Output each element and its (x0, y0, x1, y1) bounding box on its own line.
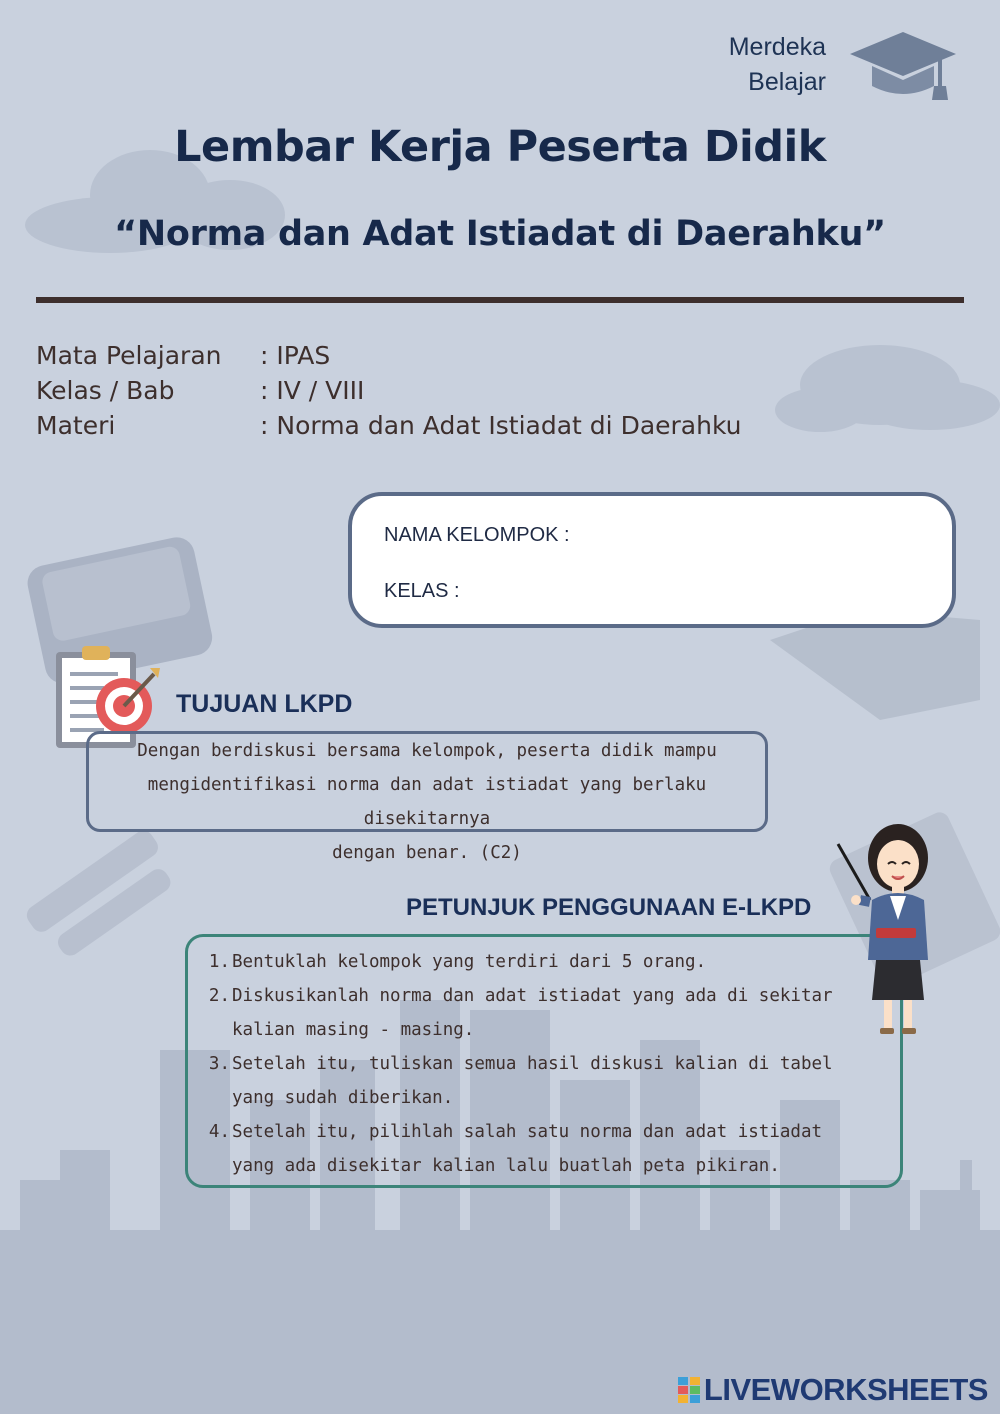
list-item (202, 1047, 872, 1115)
liveworksheets-footer[interactable] (678, 1372, 988, 1408)
step-number: 3. (208, 1054, 230, 1074)
brand-line-2: Belajar (748, 68, 826, 96)
step-number: 2. (208, 986, 230, 1006)
meta-row-kelas-bab (36, 373, 742, 408)
step-number: 4. (208, 1122, 230, 1142)
step-text: Diskusikanlah norma dan adat istiadat yang ada di sekitar kalian masing - masing. (232, 986, 833, 1040)
tujuan-line-2: mengidentifikasi norma dan adat istiadat yang berlaku disekitarnya (147, 775, 707, 829)
list-item (202, 945, 872, 979)
divider (36, 297, 964, 303)
page-title: Lembar Kerja Peserta Didik (174, 122, 826, 172)
kelas-label: KELAS : (384, 580, 460, 602)
tujuan-heading: TUJUAN LKPD (176, 690, 353, 718)
nama-kelompok-label: NAMA KELOMPOK : (384, 524, 570, 546)
tujuan-line-1: Dengan berdiskusi bersama kelompok, peserta didik mampu (137, 741, 717, 761)
step-text: Setelah itu, tuliskan semua hasil diskusi kalian di tabel yang sudah diberikan. (232, 1054, 833, 1108)
footer-brand: LIVEWORKSHEETS (703, 1372, 988, 1407)
teacher-illustration (830, 820, 960, 1040)
group-info-box (348, 492, 956, 628)
page-subtitle: “Norma dan Adat Istiadat di Daerahku” (114, 214, 886, 254)
tujuan-box (86, 731, 768, 863)
meta-label: Mata Pelajaran (36, 341, 222, 370)
meta-label: Materi (36, 411, 116, 440)
meta-value: : IPAS (260, 341, 331, 370)
graduation-cap-icon (848, 28, 958, 104)
meta-info (36, 338, 742, 443)
meta-value: : IV / VIII (260, 376, 365, 405)
step-text: Setelah itu, pilihlah salah satu norma dan adat istiadat yang ada disekitar kalian lalu buatlah peta pikiran. (232, 1122, 823, 1176)
brand-merdeka-belajar (729, 30, 826, 100)
tujuan-line-3: dengan benar. (C2) (332, 843, 522, 863)
meta-label: Kelas / Bab (36, 376, 175, 405)
list-item (202, 1115, 872, 1183)
step-text: Bentuklah kelompok yang terdiri dari 5 orang. (232, 952, 707, 972)
meta-value: : Norma dan Adat Istiadat di Daerahku (260, 411, 742, 440)
petunjuk-box (185, 934, 903, 1188)
brand-line-1: Merdeka (728, 33, 826, 61)
petunjuk-heading: PETUNJUK PENGGUNAAN E-LKPD (406, 894, 812, 921)
step-number: 1. (208, 952, 230, 972)
list-item (202, 979, 872, 1047)
petunjuk-steps (202, 945, 872, 1183)
meta-row-mata-pelajaran (36, 338, 742, 373)
liveworksheets-logo-icon (678, 1377, 700, 1403)
meta-row-materi (36, 408, 742, 443)
